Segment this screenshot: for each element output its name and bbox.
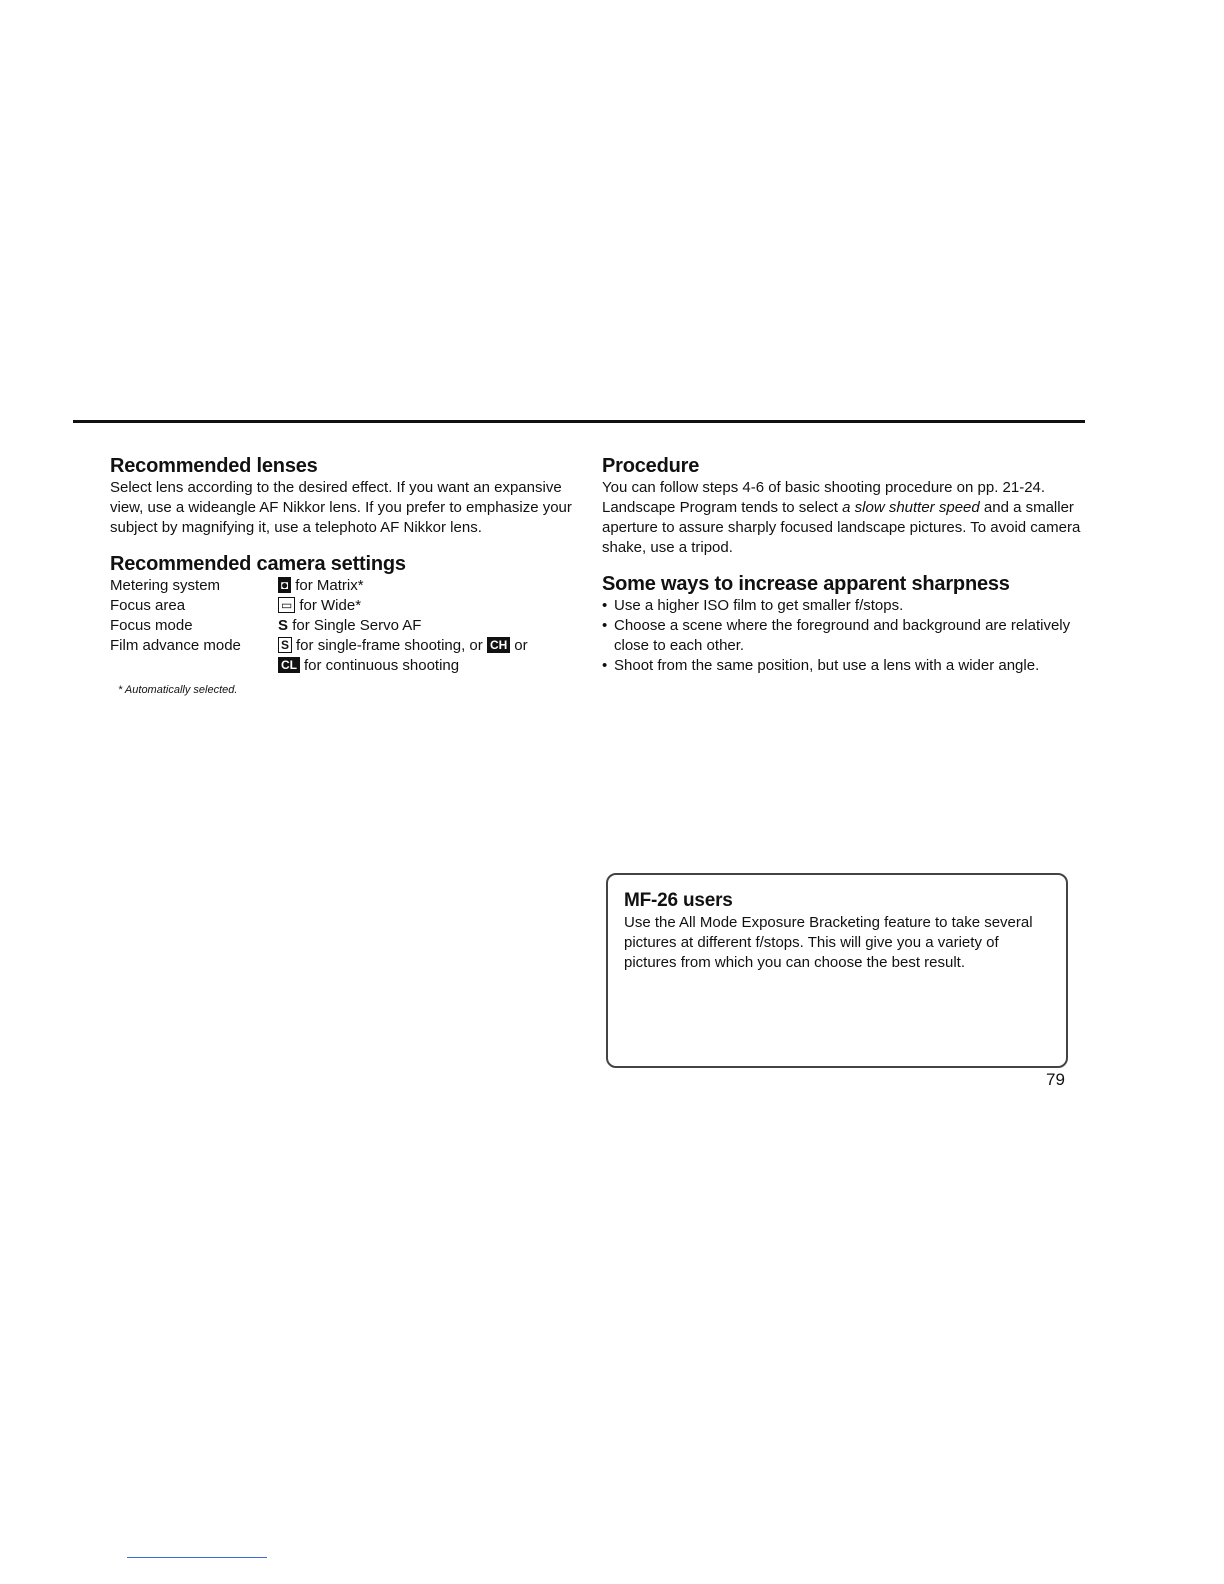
settings-value: ◘ for Matrix* <box>278 576 585 596</box>
wide-area-icon: ▭ <box>278 597 295 613</box>
procedure-heading: Procedure <box>602 455 700 477</box>
settings-label: Film advance mode <box>110 637 241 654</box>
list-item: • Shoot from the same position, but use a lens with a wider angle. <box>602 656 1082 676</box>
footnote: * Automatically selected. <box>118 684 238 696</box>
list-item: • Choose a scene where the foreground and background are relatively close to each other. <box>602 616 1082 656</box>
camera-settings-heading: Recommended camera settings <box>110 553 406 575</box>
settings-value: S for single-frame shooting, or CH or CL for continuous shooting <box>278 636 585 676</box>
procedure-line1: You can follow steps 4-6 of basic shooting procedure on pp. 21-24. <box>602 479 1046 496</box>
matrix-metering-icon: ◘ <box>278 577 291 593</box>
camera-settings-table <box>110 576 585 676</box>
settings-value: ▭ for Wide* <box>278 596 585 616</box>
header-rule <box>73 420 1085 423</box>
settings-row-focus-area <box>110 596 585 616</box>
single-servo-icon: S <box>278 617 289 634</box>
mf26-body: Use the All Mode Exposure Bracketing feature to take several pictures at different f/stops. This will give you a variety of pictures from which you can choose the best result. <box>624 914 1033 971</box>
recommended-lenses-body: Select lens according to the desired effect. If you want an expansive view, use a wideangle AF Nikkor lens. If you prefer to emphasize your subject by magnifying it, use a telephoto AF Nikkor lens. <box>110 479 572 536</box>
recommended-lenses-section <box>110 454 585 538</box>
left-column <box>110 454 585 710</box>
procedure-section <box>602 454 1082 558</box>
mf26-heading: MF-26 users <box>624 890 733 911</box>
sharpness-section <box>602 572 1082 676</box>
mf26-users-box <box>606 873 1068 1068</box>
single-frame-icon: S <box>278 637 292 653</box>
right-column <box>602 454 1082 690</box>
footer-line <box>127 1557 267 1558</box>
sharpness-list <box>602 596 1082 676</box>
settings-row-metering <box>110 576 585 596</box>
recommended-lenses-heading: Recommended lenses <box>110 455 318 477</box>
settings-label: Focus mode <box>110 617 193 634</box>
procedure-line2: Landscape Program tends to select a slow shutter speed and a smaller aperture to assure sharply focused landscape pictures. To avoid camera shake, use a tripod. <box>602 499 1081 556</box>
continuous-low-icon: CL <box>278 657 300 673</box>
camera-settings-section <box>110 552 585 696</box>
sharpness-heading: Some ways to increase apparent sharpness <box>602 573 1010 595</box>
list-item: • Use a higher ISO film to get smaller f/stops. <box>602 596 1082 616</box>
settings-label: Focus area <box>110 597 186 614</box>
page-number: 79 <box>1046 1070 1065 1089</box>
continuous-high-icon: CH <box>487 637 510 653</box>
settings-row-film-advance <box>110 636 585 676</box>
settings-row-focus-mode <box>110 616 585 636</box>
settings-value: S for Single Servo AF <box>278 617 422 634</box>
settings-label: Metering system <box>110 577 221 594</box>
